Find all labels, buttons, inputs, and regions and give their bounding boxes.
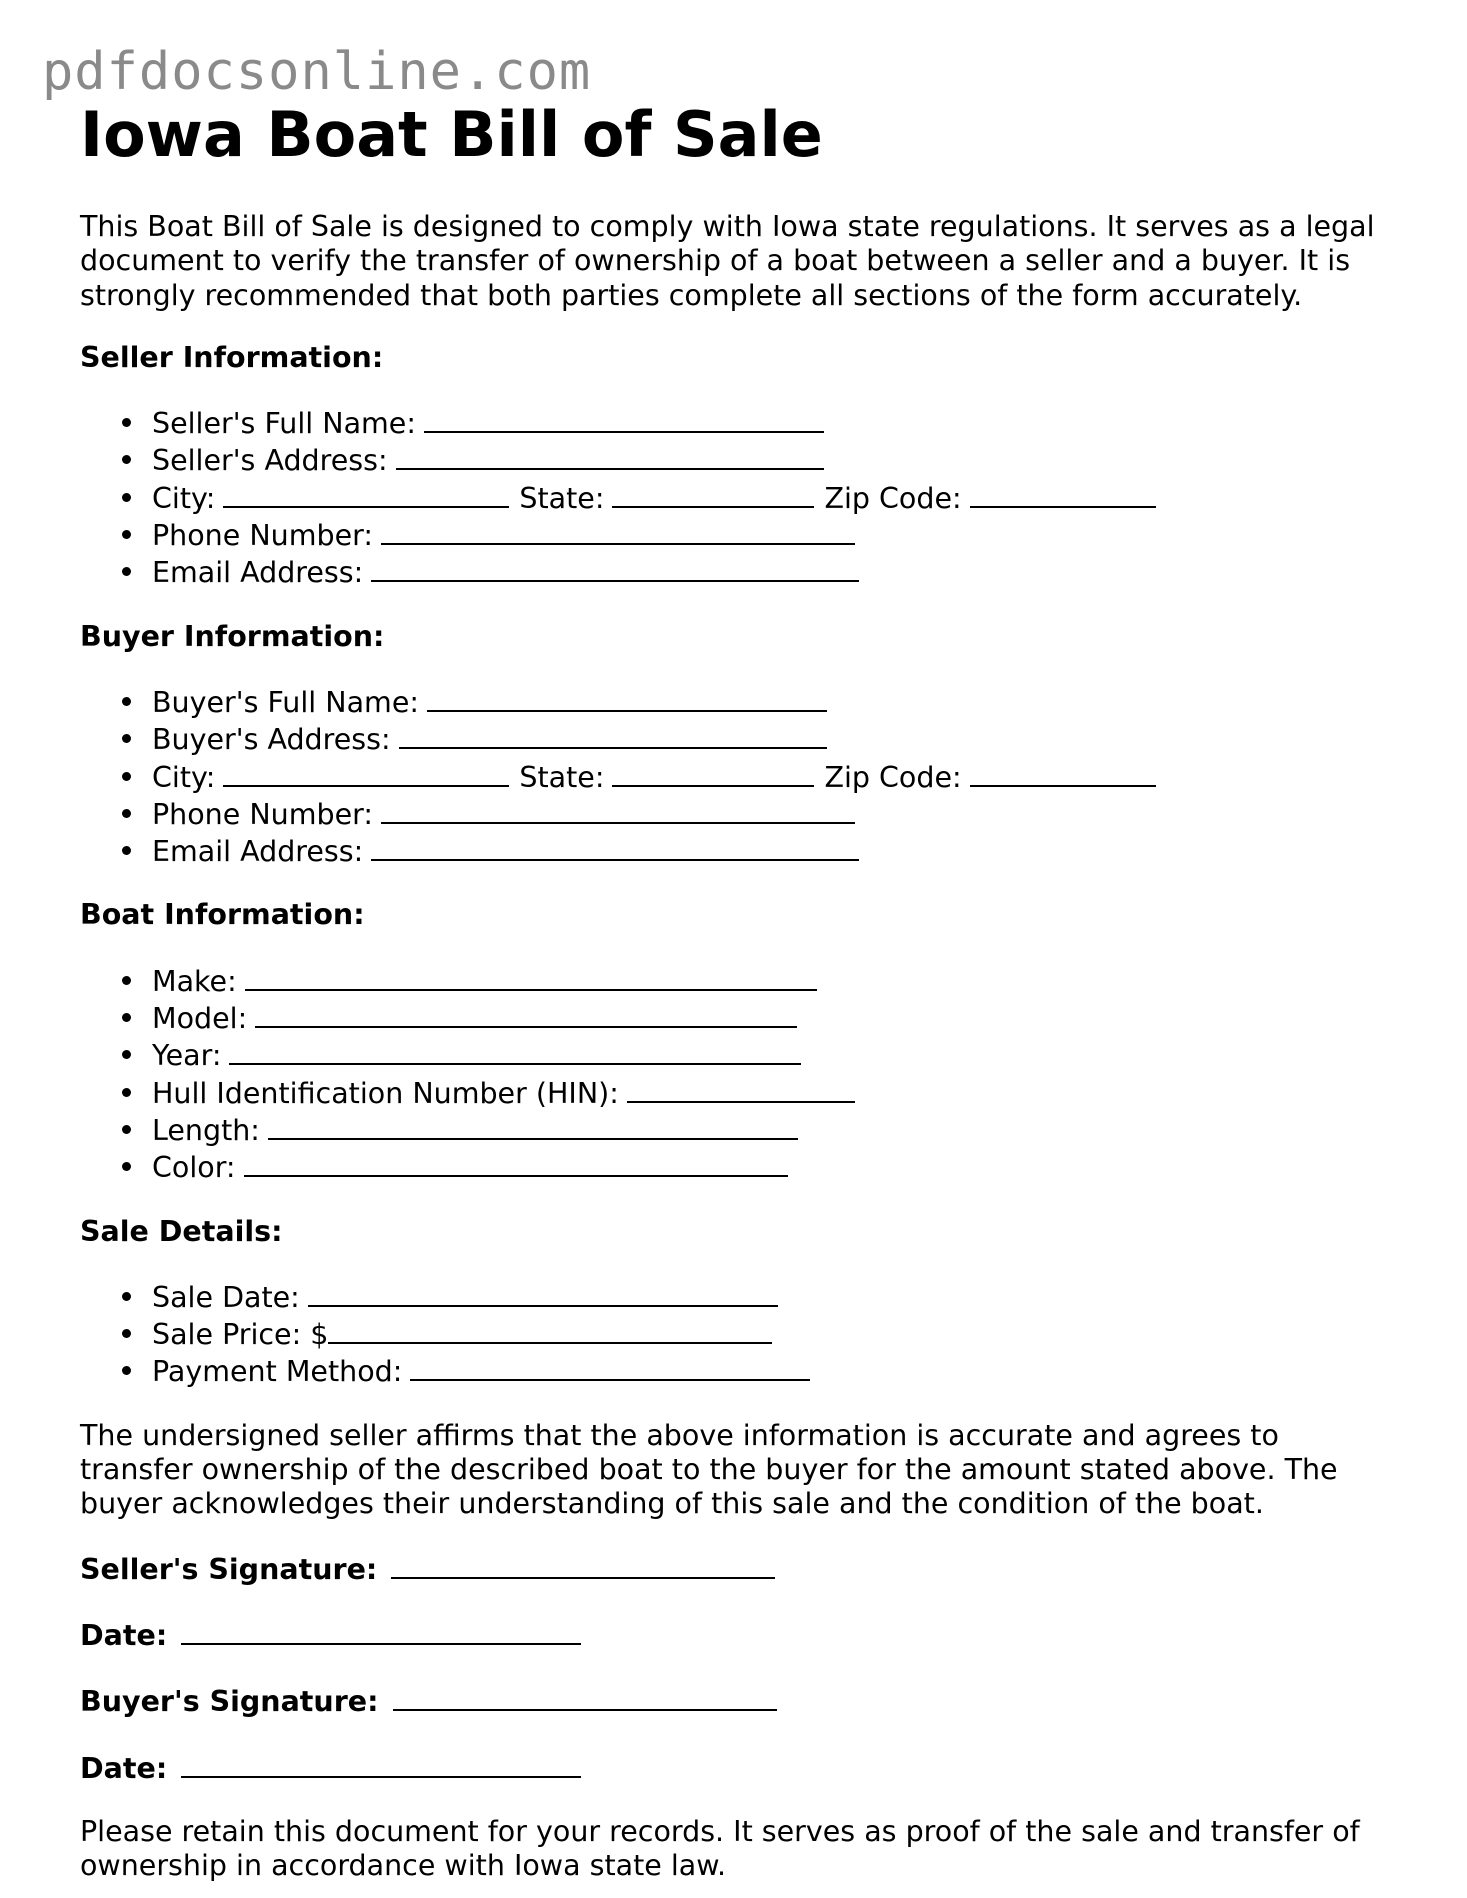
buyer-state-label: State: [519,760,605,794]
seller-city-blank[interactable] [223,479,509,508]
sale-section-heading: Sale Details: [80,1214,283,1248]
boat-color-label: Color: [152,1151,236,1185]
buyer-email-field [152,832,1400,869]
seller-phone-label: Phone Number: [152,519,373,553]
seller-full-name-blank[interactable] [424,404,824,433]
seller-email-blank[interactable] [371,553,859,582]
boat-length-field [152,1111,1400,1148]
seller-zip-blank[interactable] [970,479,1156,508]
buyer-city-label: City: [152,760,216,794]
buyer-state-blank[interactable] [612,758,814,787]
seller-zip-label: Zip Code: [824,481,962,515]
boat-model-label: Model: [152,1002,248,1036]
buyer-email-blank[interactable] [371,832,859,861]
buyer-zip-blank[interactable] [970,758,1156,787]
seller-city-label: City: [152,481,216,515]
buyer-fields [80,683,1400,869]
buyer-signature-label: Buyer's Signature: [80,1685,379,1719]
seller-date-line [80,1616,1400,1653]
sale-fields [80,1278,1400,1390]
boat-model-field [152,999,1400,1036]
buyer-zip-label: Zip Code: [824,760,962,794]
buyer-phone-label: Phone Number: [152,797,373,831]
document-body [80,210,1400,1883]
buyer-address-field [152,720,1400,757]
boat-year-label: Year: [152,1039,222,1073]
seller-fields [80,404,1400,590]
buyer-full-name-blank[interactable] [427,683,827,712]
boat-model-blank[interactable] [255,999,797,1028]
sale-price-label: Sale Price: $ [152,1318,329,1352]
document-title: Iowa Boat Bill of Sale [80,98,823,171]
seller-state-label: State: [519,481,605,515]
boat-make-label: Make: [152,964,237,998]
seller-full-name-label: Seller's Full Name: [152,407,416,441]
buyer-city-blank[interactable] [223,758,509,787]
buyer-full-name-field [152,683,1400,720]
seller-signature-blank[interactable] [391,1550,775,1579]
boat-length-label: Length: [152,1113,260,1147]
payment-method-label: Payment Method: [152,1355,403,1389]
buyer-address-blank[interactable] [399,720,827,749]
buyer-date-line [80,1749,1400,1786]
seller-address-field [152,441,1400,478]
payment-method-blank[interactable] [410,1352,810,1381]
seller-section-heading: Seller Information: [80,340,384,374]
seller-email-label: Email Address: [152,556,364,590]
seller-phone-field [152,516,1400,553]
boat-color-blank[interactable] [244,1148,788,1177]
buyer-date-blank[interactable] [181,1749,581,1778]
boat-make-blank[interactable] [245,962,817,991]
closing-paragraph: Please retain this document for your records. It serves as proof of the sale and transfer of ownership in accordance with Iowa state law. [80,1814,1360,1883]
seller-signature-label: Seller's Signature: [80,1552,378,1586]
boat-length-blank[interactable] [268,1111,798,1140]
buyer-date-label: Date: [80,1751,168,1785]
sale-date-label: Sale Date: [152,1280,300,1314]
boat-year-field [152,1036,1400,1073]
buyer-email-label: Email Address: [152,835,364,869]
seller-full-name-field [152,404,1400,441]
buyer-phone-blank[interactable] [381,795,855,824]
boat-section-heading: Boat Information: [80,898,365,932]
boat-fields [80,962,1400,1186]
sale-price-field [152,1315,1400,1352]
intro-paragraph: This Boat Bill of Sale is designed to comply with Iowa state regulations. It serves as a legal document to verify the transfer of ownership of a boat between a seller and a buyer. It is strongly recommended that both parties complete all sections of the form accurately. [80,210,1375,312]
boat-make-field [152,962,1400,999]
boat-hin-field [152,1074,1400,1111]
seller-address-blank[interactable] [396,441,824,470]
seller-location-field [152,479,1400,516]
boat-hin-blank[interactable] [627,1074,855,1103]
buyer-address-label: Buyer's Address: [152,723,391,757]
seller-date-blank[interactable] [181,1616,581,1645]
payment-method-field [152,1352,1400,1389]
seller-state-blank[interactable] [612,479,814,508]
affirmation-paragraph: The undersigned seller affirms that the above information is accurate and agrees to transfer ownership of the described boat to the buyer for the amount stated above. The buyer acknowledges their understanding of this sale and the condition of the boat. [80,1418,1338,1521]
seller-signature-line [80,1550,1400,1587]
buyer-signature-line [80,1682,1400,1719]
watermark: pdfdocsonline.com [42,42,592,102]
boat-hin-label: Hull Identification Number (HIN): [152,1076,619,1110]
buyer-section-heading: Buyer Information: [80,619,385,653]
sale-date-blank[interactable] [308,1278,778,1307]
seller-address-label: Seller's Address: [152,444,388,478]
buyer-phone-field [152,795,1400,832]
buyer-location-field [152,758,1400,795]
buyer-signature-blank[interactable] [393,1682,777,1711]
buyer-full-name-label: Buyer's Full Name: [152,685,419,719]
seller-date-label: Date: [80,1618,168,1652]
sale-date-field [152,1278,1400,1315]
boat-color-field [152,1148,1400,1185]
seller-phone-blank[interactable] [381,516,855,545]
sale-price-blank[interactable] [328,1315,772,1344]
boat-year-blank[interactable] [229,1036,801,1065]
seller-email-field [152,553,1400,590]
